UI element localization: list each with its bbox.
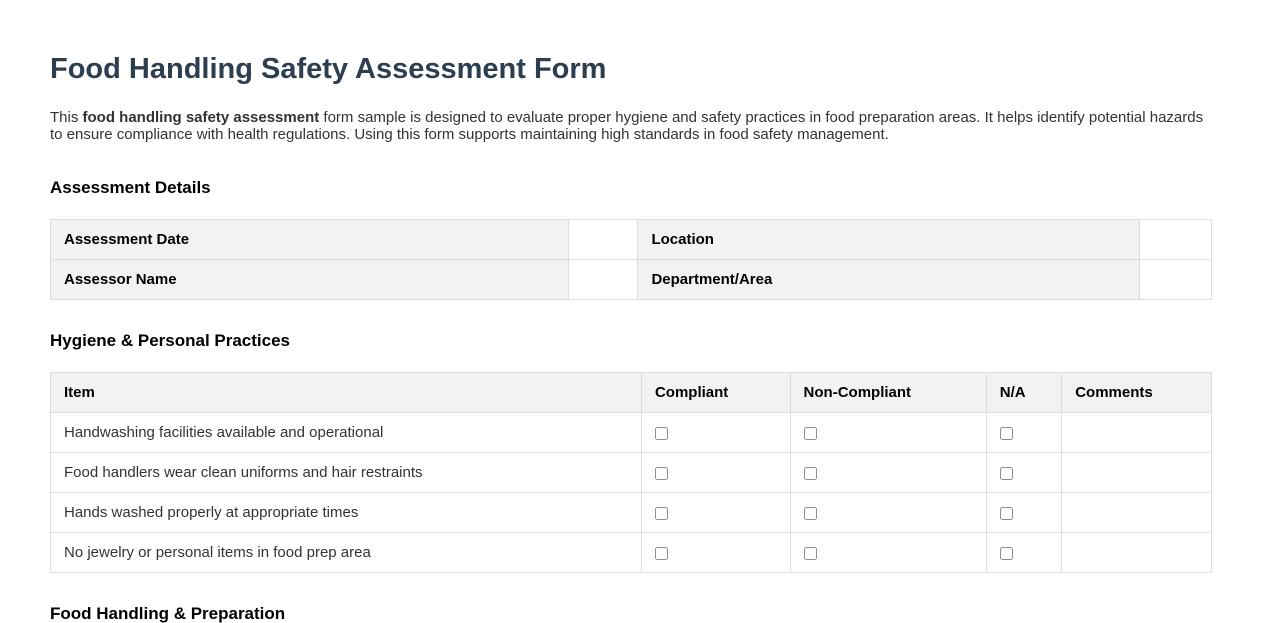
assessment-date-label: Assessment Date: [51, 220, 569, 260]
non-compliant-checkbox[interactable]: [804, 427, 817, 440]
intro-text-suffix: form sample is designed to evaluate proper hygiene and safety practices in food preparation areas. It helps identify potential hazards to ensure compliance with health regulations. Using this form supports maintaining high standards in food safety management.: [50, 109, 1204, 144]
compliant-checkbox[interactable]: [655, 507, 668, 520]
table-row: [51, 533, 1212, 573]
non-compliant-checkbox[interactable]: [804, 547, 817, 560]
compliant-checkbox[interactable]: [655, 467, 668, 480]
section-heading-food-handling: Food Handling & Preparation: [50, 604, 286, 623]
comments-cell[interactable]: [1062, 533, 1212, 573]
section-heading-assessment-details: Assessment Details: [50, 178, 211, 198]
assessment-date-value-cell[interactable]: [568, 220, 638, 260]
non-compliant-cell: [790, 413, 986, 453]
non-compliant-cell: [790, 453, 986, 493]
item-label: No jewelry or personal items in food prep area: [51, 533, 642, 573]
item-label: Hands washed properly at appropriate times: [51, 493, 642, 533]
na-checkbox[interactable]: [1000, 507, 1013, 520]
compliant-cell: [641, 413, 790, 453]
table-row: [51, 413, 1212, 453]
non-compliant-checkbox[interactable]: [804, 507, 817, 520]
column-header-comments: Comments: [1062, 373, 1212, 413]
na-checkbox[interactable]: [1000, 547, 1013, 560]
comments-cell[interactable]: [1062, 453, 1212, 493]
na-cell: [986, 533, 1061, 573]
table-row: [51, 453, 1212, 493]
na-cell: [986, 413, 1061, 453]
department-area-label: Department/Area: [638, 260, 1140, 300]
comments-cell[interactable]: [1062, 413, 1212, 453]
na-checkbox[interactable]: [1000, 467, 1013, 480]
column-header-compliant: Compliant: [641, 373, 790, 413]
comments-cell[interactable]: [1062, 493, 1212, 533]
table-row: [51, 220, 1212, 260]
na-cell: [986, 493, 1061, 533]
non-compliant-checkbox[interactable]: [804, 467, 817, 480]
compliant-cell: [641, 493, 790, 533]
column-header-item: Item: [51, 373, 642, 413]
assessor-name-label: Assessor Name: [51, 260, 569, 300]
assessor-name-value-cell[interactable]: [568, 260, 638, 300]
table-header-row: [51, 373, 1212, 413]
non-compliant-cell: [790, 493, 986, 533]
intro-text-bold: food handling safety assessment: [82, 109, 320, 126]
location-value-cell[interactable]: [1140, 220, 1212, 260]
item-label: Food handlers wear clean uniforms and hair restraints: [51, 453, 642, 493]
compliant-checkbox[interactable]: [655, 547, 668, 560]
compliant-cell: [641, 453, 790, 493]
intro-paragraph: [50, 109, 1212, 143]
compliant-checkbox[interactable]: [655, 427, 668, 440]
na-checkbox[interactable]: [1000, 427, 1013, 440]
table-row: [51, 493, 1212, 533]
na-cell: [986, 453, 1061, 493]
department-area-value-cell[interactable]: [1140, 260, 1212, 300]
location-label: Location: [638, 220, 1140, 260]
table-row: [51, 260, 1212, 300]
section-heading-hygiene-practices: Hygiene & Personal Practices: [50, 331, 291, 351]
item-label: Handwashing facilities available and operational: [51, 413, 642, 453]
compliant-cell: [641, 533, 790, 573]
assessment-details-table: [50, 219, 1212, 300]
intro-text-prefix: This: [50, 109, 83, 126]
non-compliant-cell: [790, 533, 986, 573]
hygiene-practices-table: [50, 372, 1212, 573]
column-header-na: N/A: [986, 373, 1061, 413]
column-header-non-compliant: Non-Compliant: [790, 373, 986, 413]
page-title: Food Handling Safety Assessment Form: [50, 53, 607, 85]
